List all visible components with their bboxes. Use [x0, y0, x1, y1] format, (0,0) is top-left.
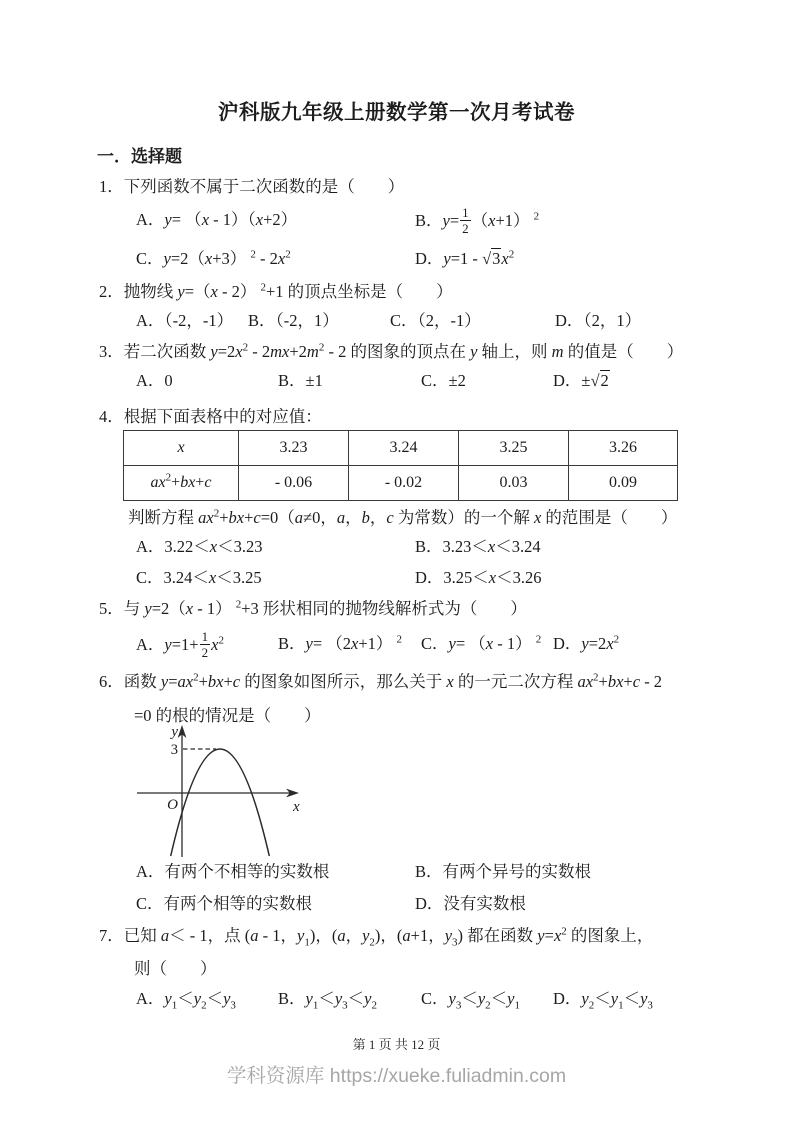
option-a: [136, 989, 278, 1010]
option-text: 有两个异号的实数根: [442, 862, 592, 881]
option-label: C．: [421, 634, 449, 654]
option-text: ±1: [305, 371, 323, 390]
question-3-stem: [99, 342, 683, 363]
page-number-footer: 第 1 页 共 12 页: [352, 1037, 441, 1052]
option-text: （-2，1）: [275, 311, 339, 330]
option-b: [278, 634, 421, 655]
parabola-figure: [137, 720, 309, 862]
option-d: [415, 568, 696, 589]
option-text: y= （x - 1） $^2$: [448, 633, 542, 654]
question-number: 6．: [99, 672, 124, 691]
option-label: D．: [553, 371, 582, 390]
option-b: [415, 862, 696, 883]
option-c: [421, 371, 553, 392]
option-text: ±√2: [581, 371, 609, 390]
option-label: C．: [421, 371, 449, 390]
table-cell: 3.24: [349, 431, 459, 466]
table-cell: 0.09: [569, 466, 678, 501]
section-heading: 一．选择题: [97, 147, 182, 166]
question-number: 5．: [99, 599, 124, 618]
option-label: A．: [136, 989, 165, 1008]
option-text: 3.23＜x＜3.24: [442, 537, 541, 556]
option-text: y= （2x+1） $^2$: [305, 633, 403, 654]
option-label: D．: [415, 894, 444, 913]
question-6-stem: [99, 672, 662, 693]
question-2-options: [136, 311, 736, 332]
table-cell: $ax^2+bx+c$: [124, 466, 239, 501]
option-text: y= $\frac{1}{2}$ （x+1） $^2$: [442, 205, 540, 236]
question-1-stem: [99, 177, 404, 198]
option-label: D．: [553, 634, 582, 654]
table-row-expression: [124, 466, 678, 501]
question-stem-text: 下列函数不属于二次函数的是（ ）: [123, 177, 405, 196]
option-label: D．: [415, 249, 444, 268]
option-d: [553, 989, 736, 1010]
question-2-stem: [99, 282, 453, 303]
option-a: [136, 630, 278, 659]
option-text: （2，1）: [583, 311, 642, 330]
question-7-stem-continued: 则（ ）: [134, 959, 217, 978]
option-text: （2，-1）: [417, 311, 481, 330]
option-text: $y=2x^2$: [581, 633, 620, 654]
question-number: 7．: [99, 926, 124, 945]
option-label: C．: [390, 311, 418, 330]
option-c: [136, 568, 415, 589]
question-stem-text: 抛物线 y=（x - 2） $^2$+1 的顶点坐标是（ ）: [123, 281, 453, 301]
option-text: 有两个相等的实数根: [163, 894, 313, 913]
option-c: [136, 894, 415, 915]
question-4-stem-continued: 判断方程 $ax^2+bx+c=0(a\ne 0$，a，b，c 为常数）的一个解 x 的范围是（ ）: [128, 507, 678, 527]
question-stem-text: 函数 $y=ax^2+bx+c$ 的图象如图所示，那么关于 x 的一元二次方程 $ax^2+bx+c - 2$: [123, 671, 663, 691]
option-text: 3.22＜x＜3.23: [164, 537, 263, 556]
question-6-stem-continued: =0 的根的情况是（ ）: [134, 706, 321, 725]
option-d: [415, 894, 696, 915]
option-text: ±2: [448, 371, 466, 390]
option-text: 0: [164, 371, 173, 390]
option-label: D．: [553, 989, 582, 1008]
option-c: [390, 311, 555, 332]
question-stem-text: 若二次函数 $y=2x^2 - 2mx+2m^2 - 2$ 的图象的顶点在 y 轴上，则 m 的值是（ ）: [123, 341, 684, 361]
question-number: 1．: [99, 177, 124, 196]
option-label: A．: [136, 371, 165, 390]
option-label: C．: [136, 568, 164, 587]
page-title: 沪科版九年级上册数学第一次月考试卷: [218, 102, 575, 124]
option-text: $y_1<y_2<y_3$: [164, 989, 236, 1012]
question-6-options-row-1: [136, 862, 696, 883]
option-text: $y=1 - √3x^2$: [443, 248, 515, 268]
option-c: [421, 989, 553, 1010]
option-text: $y_2<y_1<y_3$: [581, 989, 653, 1012]
question-1-options-row-2: [136, 249, 696, 270]
question-4-options-row-2: [136, 568, 696, 589]
option-label: B．: [415, 210, 443, 230]
question-number: 4．: [99, 407, 124, 426]
value-table: [123, 430, 678, 501]
option-text: $y_1<y_3<y_2$: [305, 989, 377, 1012]
option-text: 有两个不相等的实数根: [164, 862, 330, 881]
option-c: [136, 249, 415, 270]
option-label: C．: [136, 249, 164, 268]
option-b: [278, 989, 421, 1010]
option-label: B．: [248, 311, 276, 330]
option-label: A．: [136, 210, 165, 230]
question-7-stem: [99, 926, 653, 947]
table-cell: 0.03: [459, 466, 569, 501]
table-cell: - 0.02: [349, 466, 459, 501]
option-label: A．: [136, 311, 165, 330]
option-label: B．: [415, 862, 443, 881]
option-label: C．: [421, 989, 449, 1008]
question-number: 3．: [99, 342, 124, 361]
x-axis-label: x: [293, 799, 300, 815]
option-label: D．: [555, 311, 584, 330]
parabola-curve: [171, 749, 270, 856]
option-label: A．: [136, 634, 165, 654]
table-row-x: [124, 431, 678, 466]
option-a: [136, 311, 248, 332]
option-d: [553, 371, 736, 392]
table-cell: 3.23: [239, 431, 349, 466]
origin-label: O: [167, 797, 178, 813]
option-b: [415, 206, 696, 235]
option-label: B．: [278, 634, 306, 654]
option-text: 没有实数根: [443, 894, 526, 913]
option-a: [136, 371, 278, 392]
option-d: [553, 634, 736, 655]
option-text: y= （x - 1）（x+2）: [164, 210, 298, 230]
question-3-options: [136, 371, 736, 392]
table-cell: - 0.06: [239, 466, 349, 501]
option-b: [415, 537, 696, 558]
vertex-y-value: 3: [170, 742, 178, 758]
question-stem-text: 与 y=2（x - 1） $^2$+3 形状相同的抛物线解析式为（ ）: [123, 598, 527, 618]
option-text: 3.25＜x＜3.26: [443, 568, 542, 587]
question-number: 2．: [99, 282, 124, 301]
option-label: B．: [278, 989, 306, 1008]
option-d: [555, 311, 736, 332]
option-a: [136, 862, 415, 883]
question-1-options-row-1: [136, 206, 696, 235]
y-axis-label: y: [171, 724, 178, 740]
option-label: B．: [278, 371, 306, 390]
question-4-stem: [99, 407, 322, 428]
option-b: [278, 371, 421, 392]
question-7-options: [136, 989, 736, 1010]
option-label: A．: [136, 862, 165, 881]
question-4-options-row-1: [136, 537, 696, 558]
question-5-stem: [99, 599, 527, 620]
question-stem-text: 已知 a＜ - 1，点 (a - 1，$y_1$)，(a，$y_2$)，(a+1，$y_3$) 都在函数 $y=x^2$ 的图象上，: [123, 925, 654, 949]
option-label: C．: [136, 894, 164, 913]
question-6-options-row-2: [136, 894, 696, 915]
question-5-options: [136, 630, 736, 659]
option-a: [136, 537, 415, 558]
table-cell: x: [124, 431, 239, 466]
question-stem-text: 根据下面表格中的对应值：: [123, 407, 322, 426]
option-label: B．: [415, 537, 443, 556]
table-cell: 3.26: [569, 431, 678, 466]
option-text: $y_3<y_2<y_1$: [448, 989, 520, 1012]
option-b: [248, 311, 390, 332]
option-text: （-2，-1）: [164, 311, 234, 330]
option-a: [136, 210, 415, 231]
option-text: 3.24＜x＜3.25: [163, 568, 262, 587]
option-d: [415, 249, 696, 270]
option-text: y=1+ $\frac{1}{2}$ $x^2$: [164, 629, 224, 660]
table-cell: 3.25: [459, 431, 569, 466]
option-text: y=2（x+3） $^2 - 2x^2$: [163, 248, 291, 268]
watermark-text: 学科资源库 https://xueke.fuliadmin.com: [226, 1065, 567, 1087]
option-label: A．: [136, 537, 165, 556]
option-c: [421, 634, 553, 655]
option-label: D．: [415, 568, 444, 587]
